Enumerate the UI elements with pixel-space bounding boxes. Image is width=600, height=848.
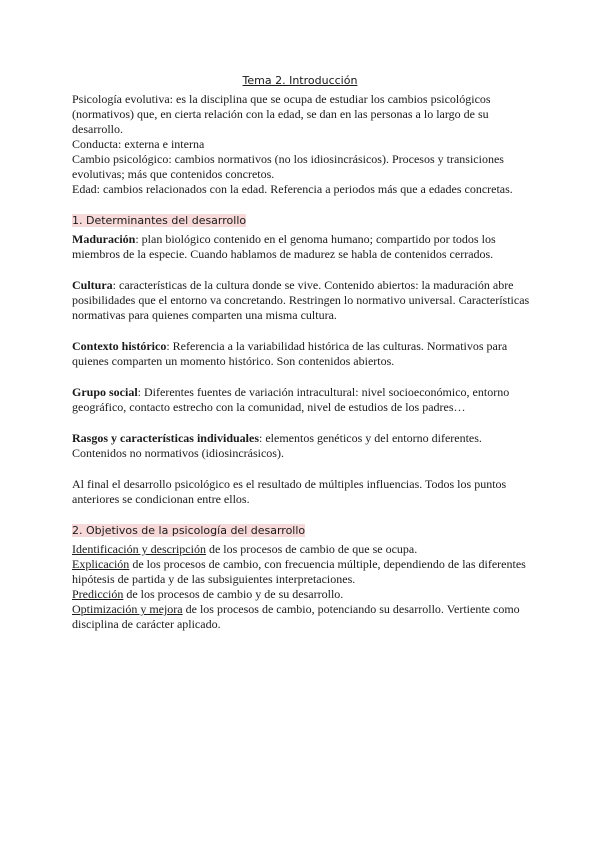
intro-paragraph: Cambio psicológico: cambios normativos (no los idiosincrásicos). Procesos y transiciones evolutivas; más que contenidos concretos. [72,152,504,181]
determinant-term: Cultura [72,278,113,292]
determinant-paragraph [72,278,532,323]
objective-text: de los procesos de cambio de que se ocupa. [205,542,418,556]
intro-paragraph: Edad: cambios relacionados con la edad. Referencia a periodos más que a edades concretas. [72,182,513,196]
objective-text: de los procesos de cambio, con frecuencia múltiple, dependiendo de las diferentes hipótesis de partida y de las subsiguientes interpretaciones. [72,557,526,586]
objective-paragraph [72,542,532,557]
determinant-term: Grupo social [72,385,138,399]
objective-paragraph [72,587,532,602]
section-heading [72,523,532,538]
determinant-text: : plan biológico contenido en el genoma humano; compartido por todos los miembros de la especie. Cuando hablamos de madurez se habla de contenidos cerrados. [72,232,496,261]
objective-paragraph [72,602,532,632]
determinant-paragraph [72,385,532,415]
objective-term: Identificación y descripción [72,542,206,556]
page-title: Tema 2. Introducción [242,74,358,87]
objective-term: Predicción [72,587,124,601]
objective-text: de los procesos de cambio y de su desarrollo. [123,587,344,601]
determinant-paragraph [72,232,532,262]
determinant-term: Contexto histórico [72,339,167,353]
section-heading [72,213,532,228]
conclusion-paragraph: Al final el desarrollo psicológico es el resultado de múltiples influencias. Todos los puntos anteriores se condicionan entre ellos. [72,477,507,506]
objective-term: Explicación [72,557,130,571]
determinant-paragraph [72,431,532,461]
objective-term: Optimización y mejora [72,602,183,616]
determinant-term: Rasgos y características individuales [72,431,259,445]
determinant-text: : elementos genéticos y del entorno diferentes. Contenidos no normativos (idiosincrásicos). [72,431,482,460]
determinant-text: : características de la cultura donde se vive. Contenido abiertos: la maduración abre posibilidades que el entorno va concretando. Restringen lo normativo universal. Características normativas para quienes comparten una misma cultura. [72,278,530,322]
determinant-text: : Diferentes fuentes de variación intracultural: nivel socioeconómico, entorno geográfico, contacto estrecho con la comunidad, nivel de estudios de los padres… [72,385,510,414]
determinant-paragraph [72,339,532,369]
objective-paragraph [72,557,532,587]
intro-paragraph: Conducta: externa e interna [72,137,205,151]
objective-text: de los procesos de cambio, potenciando su desarrollo. Vertiente como disciplina de carácter aplicado. [72,602,520,631]
section-heading-text: 2. Objetivos de la psicología del desarrollo [72,524,306,537]
determinant-text: : Referencia a la variabilidad histórica de las culturas. Normativos para quienes comparten un momento histórico. Son contenidos abiertos. [72,339,508,368]
determinant-term: Maduración [72,232,136,246]
document-body [72,92,532,632]
section-heading-text: 1. Determinantes del desarrollo [72,214,247,227]
intro-paragraph: Psicología evolutiva: es la disciplina que se ocupa de estudiar los cambios psicológicos (normativos) que, en cierta relación con la edad, se dan en las personas a lo largo de su desarrollo. [72,92,491,136]
